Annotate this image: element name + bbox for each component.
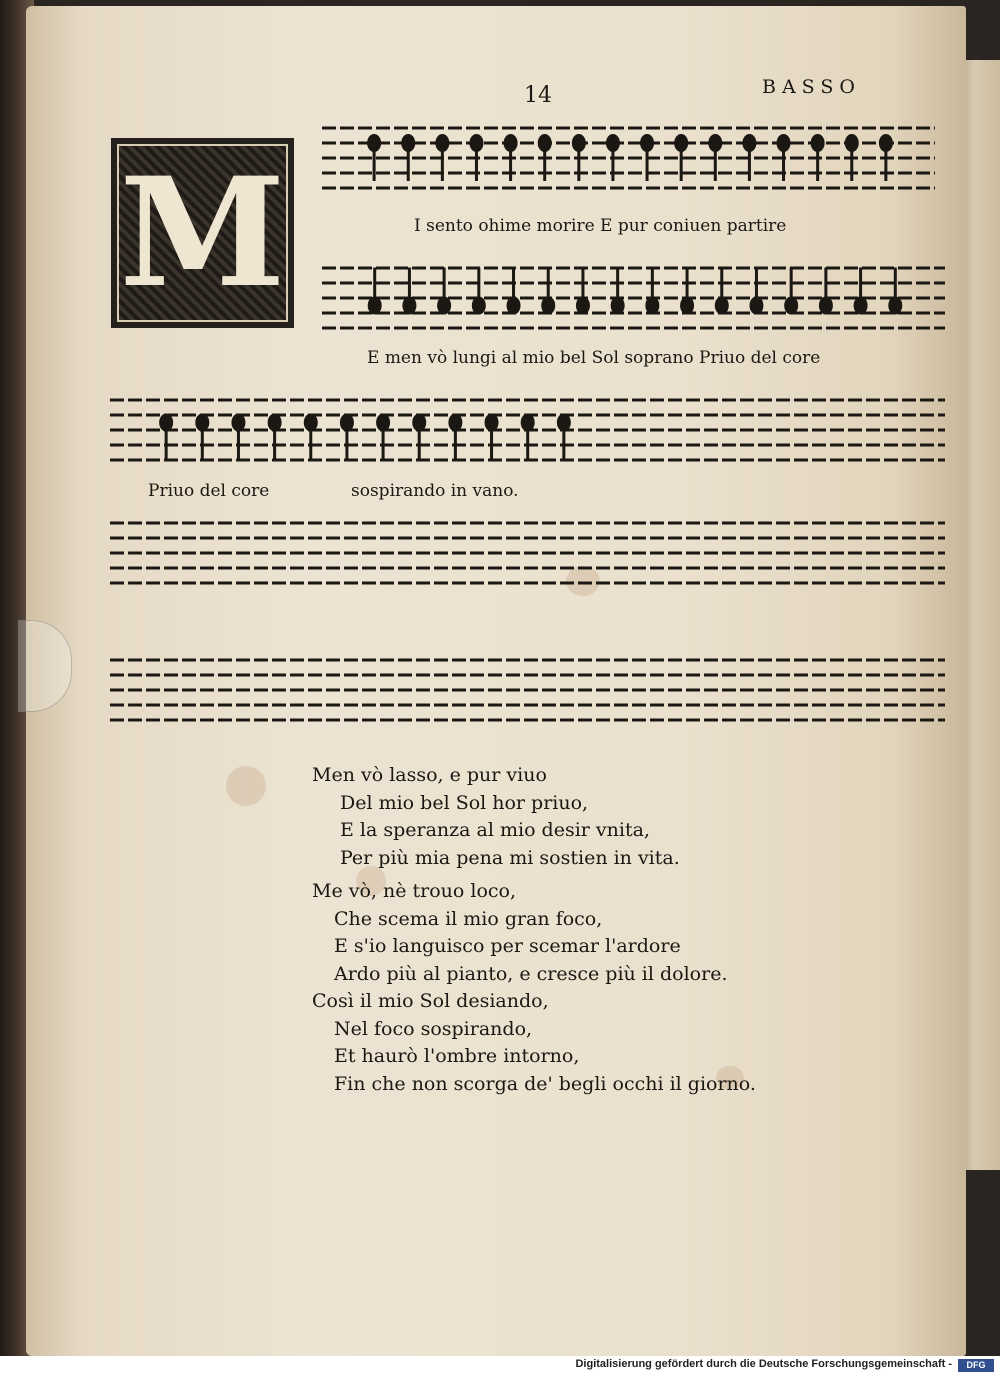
dfg-logo: DFG [958,1359,994,1372]
lyric-line-1: I sento ohime morire E pur coniuen partire [414,216,787,236]
staff-3 [110,400,945,461]
verse-2-line-3: E s'io languisco per scemar l'ardore [334,935,681,957]
page-number: 14 [524,83,552,108]
initial-letter: M [119,145,286,321]
verse-1-line-4: Per più mia pena mi sostien in vita. [340,846,680,869]
lyric-line-2: E men vò lungi al mio bel Sol soprano Priuo del core [367,348,821,368]
lyric-line-4: sospirando in vano. [351,481,519,501]
staff-1 [322,128,935,188]
empty-staff-1 [110,523,945,583]
verse-2 [312,878,727,988]
verse-1-line-2: Del mio bel Sol hor priuo, [340,791,589,814]
verse-3-line-2: Nel foco sospirando, [334,1017,533,1040]
verse-3-line-1: Così il mio Sol desiando, [312,990,549,1012]
footer-bar [0,1356,1000,1376]
empty-staff-2 [110,660,945,720]
verse-3-line-3: Et haurò l'ombre intorno, [334,1045,580,1067]
footer-credit: Digitalisierung gefördert durch die Deutsche Forschungsgemeinschaft - [575,1358,952,1370]
verse-3 [312,988,756,1098]
staff-2 [322,268,945,329]
verse-2-line-1: Me vò, nè trouo loco, [312,880,517,902]
verse-1 [312,762,680,872]
verse-1-line-3: E la speranza al mio desir vnita, [340,819,650,841]
running-title: BASSO [762,76,861,98]
verse-2-line-2: Che scema il mio gran foco, [334,907,603,930]
verse-3-line-4: Fin che non scorga de' begli occhi il giorno. [334,1072,756,1095]
lyric-line-3: Priuo del core [148,481,270,501]
verse-2-line-4: Ardo più al pianto, e cresce più il dolore. [334,962,728,985]
verse-1-line-1: Men vò lasso, e pur viuo [312,764,547,786]
